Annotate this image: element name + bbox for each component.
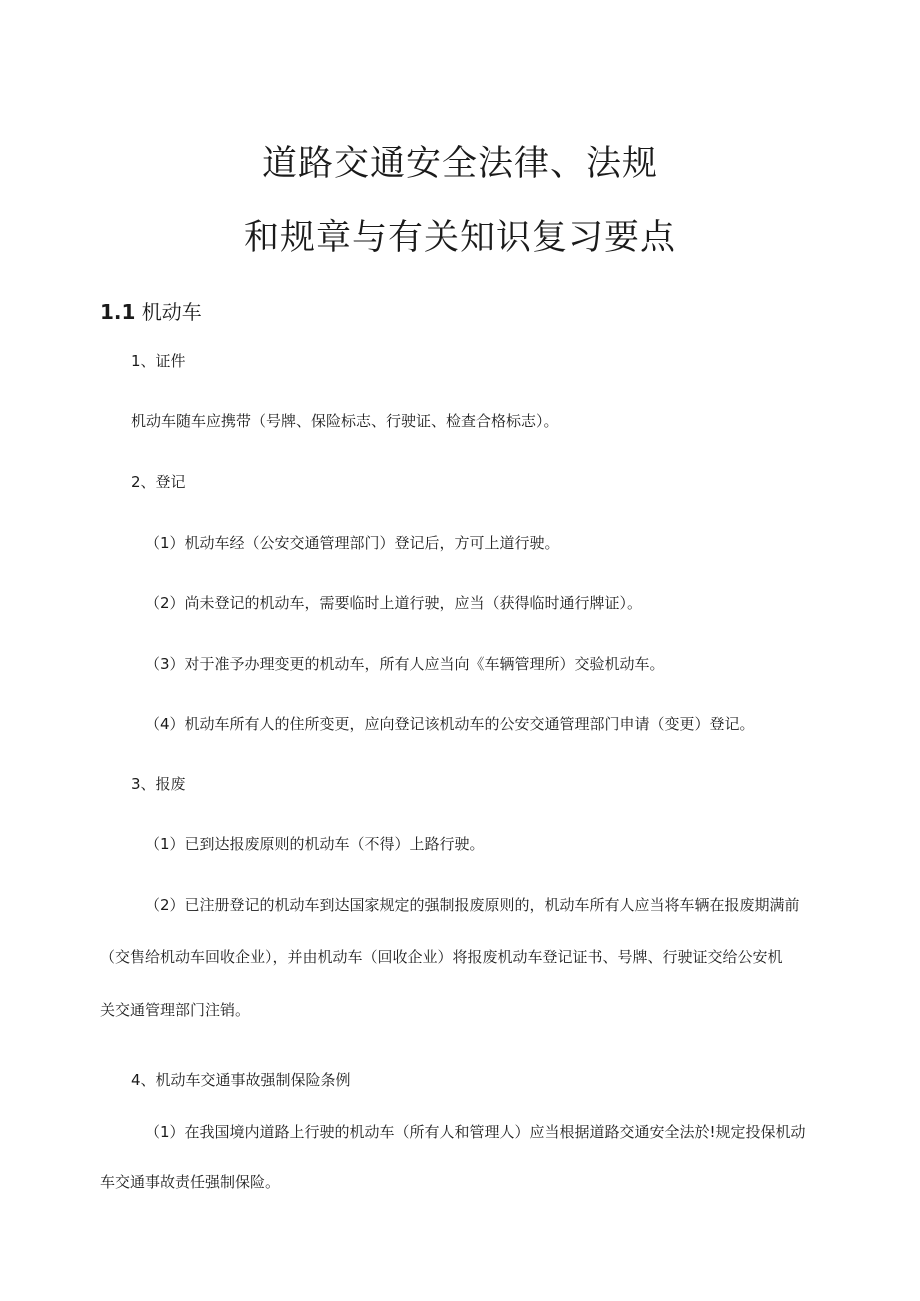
paragraph-scrapping-2-line-1: （2）已注册登记的机动车到达国家规定的强制报废原则的，机动车所有人应当将车辆在报废期满前: [145, 896, 800, 914]
paragraph-registration-1: （1）机动车经（公安交通管理部门）登记后，方可上道行驶。: [145, 534, 560, 552]
item-heading-scrapping: 3、报废: [131, 775, 186, 793]
item-heading-insurance: 4、机动车交通事故强制保险条例: [131, 1071, 351, 1089]
paragraph-registration-3: （3）对于准予办理变更的机动车，所有人应当向《车辆管理所）交验机动车。: [145, 655, 665, 673]
paragraph-registration-2: （2）尚未登记的机动车，需要临时上道行驶，应当（获得临时通行牌证）。: [145, 594, 643, 612]
document-title-line-2: 和规章与有关知识复习要点: [243, 218, 676, 258]
section-number: 1.1: [100, 300, 136, 324]
paragraph-insurance-1-line-1: （1）在我国境内道路上行驶的机动车（所有人和管理人）应当根据道路交通安全法於!规定投保机动: [145, 1123, 806, 1141]
paragraph-scrapping-1: （1）已到达报废原则的机动车（不得）上路行驶。: [145, 835, 485, 853]
paragraph-registration-4: （4）机动车所有人的住所变更，应向登记该机动车的公安交通管理部门申请（变更）登记。: [145, 715, 755, 733]
section-title: 机动车: [141, 300, 202, 324]
paragraph-certificates: 机动车随车应携带（号牌、保险标志、行驶证、检查合格标志）。: [131, 412, 559, 430]
section-heading: [100, 296, 202, 325]
item-heading-registration: 2、登记: [131, 473, 186, 491]
paragraph-insurance-1-line-2: 车交通事故责任强制保险。: [100, 1173, 281, 1191]
item-heading-certificates: 1、证件: [131, 352, 186, 370]
paragraph-scrapping-2-line-3: 关交通管理部门注销。: [100, 1001, 251, 1019]
paragraph-scrapping-2-line-2: （交售给机动车回收企业），并由机动车（回收企业）将报废机动车登记证书、号牌、行驶证交给公安机: [100, 948, 783, 966]
document-title-line-1: 道路交通安全法律、法规: [261, 144, 658, 184]
